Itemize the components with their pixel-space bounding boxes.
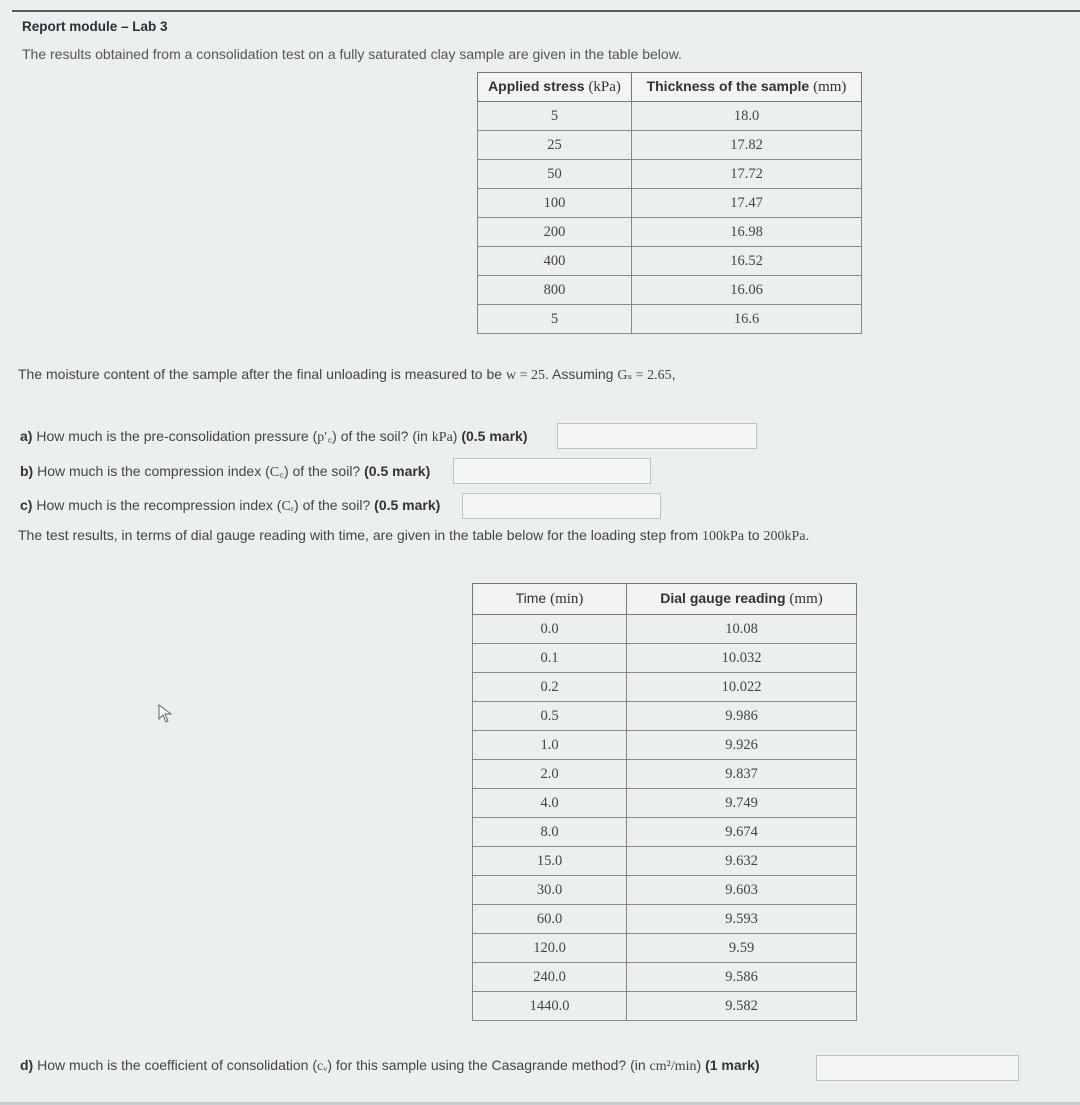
gauge-row: [473, 673, 857, 702]
question-d: d) How much is the coefficient of consolidation (cᵥ) for this sample using the Casagrande method? (in cm²/min) (1 mark): [20, 1057, 760, 1074]
table-cell: 800: [478, 276, 632, 305]
table-cell: 9.603: [627, 876, 857, 905]
table-cell: 8.0: [473, 818, 627, 847]
stress-row: [478, 131, 862, 160]
table-cell: 400: [478, 247, 632, 276]
question-c: c) How much is the recompression index (Cᵣ) of the soil? (0.5 mark): [20, 497, 441, 514]
stress-row: [478, 276, 862, 305]
table-cell: 9.926: [627, 731, 857, 760]
table-cell: 30.0: [473, 876, 627, 905]
table-cell: 25: [478, 131, 632, 160]
header-dial-gauge: Dial gauge reading (mm): [627, 584, 857, 615]
table-cell: 10.022: [627, 673, 857, 702]
gauge-row: [473, 760, 857, 789]
table-cell: 60.0: [473, 905, 627, 934]
gauge-row: [473, 731, 857, 760]
gauge-row: [473, 963, 857, 992]
question-a: a) How much is the pre-consolidation pressure (p′꜀) of the soil? (in kPa) (0.5 mark): [20, 428, 528, 445]
table-cell: 2.0: [473, 760, 627, 789]
table-cell: 0.1: [473, 644, 627, 673]
dial-gauge-table: [472, 583, 857, 1021]
header-applied-stress: Applied stress (kPa): [478, 73, 632, 102]
stress-row: [478, 160, 862, 189]
answer-c-input[interactable]: [462, 493, 661, 519]
table-cell: 9.632: [627, 847, 857, 876]
table-cell: 200: [478, 218, 632, 247]
question-b: b) How much is the compression index (C꜀) of the soil? (0.5 mark): [20, 463, 431, 480]
table-cell: 16.06: [632, 276, 862, 305]
table-cell: 1440.0: [473, 992, 627, 1021]
page-title: Report module – Lab 3: [22, 19, 168, 34]
moisture-statement: The moisture content of the sample after the final unloading is measured to be w = 25. Assuming Gₛ = 2.65,: [18, 366, 676, 383]
table-cell: 0.2: [473, 673, 627, 702]
table-cell: 10.08: [627, 615, 857, 644]
table-cell: 5: [478, 305, 632, 334]
stress-thickness-table: [477, 72, 862, 334]
table-cell: 5: [478, 102, 632, 131]
header-thickness: Thickness of the sample (mm): [632, 73, 862, 102]
mouse-cursor-icon: [158, 704, 176, 724]
table-cell: 10.032: [627, 644, 857, 673]
table-cell: 9.749: [627, 789, 857, 818]
intro-text: The results obtained from a consolidation test on a fully saturated clay sample are given in the table below.: [22, 46, 682, 62]
gauge-row: [473, 644, 857, 673]
gauge-row: [473, 615, 857, 644]
gauge-row: [473, 818, 857, 847]
table-cell: 15.0: [473, 847, 627, 876]
table-cell: 9.837: [627, 760, 857, 789]
table-cell: 1.0: [473, 731, 627, 760]
table-cell: 100: [478, 189, 632, 218]
table-cell: 0.0: [473, 615, 627, 644]
top-divider: [12, 10, 1080, 12]
stress-row: [478, 247, 862, 276]
gauge-row: [473, 992, 857, 1021]
table-cell: 9.986: [627, 702, 857, 731]
table-cell: 0.5: [473, 702, 627, 731]
gauge-row: [473, 789, 857, 818]
stress-row: [478, 218, 862, 247]
table-cell: 120.0: [473, 934, 627, 963]
table-cell: 240.0: [473, 963, 627, 992]
table-cell: 9.586: [627, 963, 857, 992]
stress-row: [478, 305, 862, 334]
table-cell: 16.52: [632, 247, 862, 276]
table-cell: 17.47: [632, 189, 862, 218]
table-cell: 4.0: [473, 789, 627, 818]
table-cell: 9.582: [627, 992, 857, 1021]
gauge-row: [473, 702, 857, 731]
gauge-row: [473, 934, 857, 963]
table-cell: 16.98: [632, 218, 862, 247]
table-cell: 9.674: [627, 818, 857, 847]
table-cell: 17.82: [632, 131, 862, 160]
table-cell: 18.0: [632, 102, 862, 131]
stress-row: [478, 102, 862, 131]
gauge-row: [473, 847, 857, 876]
answer-a-input[interactable]: [557, 423, 757, 449]
table-cell: 16.6: [632, 305, 862, 334]
answer-d-input[interactable]: [816, 1055, 1019, 1081]
table-cell: 9.59: [627, 934, 857, 963]
header-time: Time (min): [473, 584, 627, 615]
test-results-statement: The test results, in terms of dial gauge reading with time, are given in the table below for the loading step from 100kPa to 200kPa.: [18, 527, 810, 544]
answer-b-input[interactable]: [453, 458, 651, 484]
gauge-row: [473, 876, 857, 905]
gauge-row: [473, 905, 857, 934]
stress-row: [478, 189, 862, 218]
table-cell: 17.72: [632, 160, 862, 189]
table-cell: 9.593: [627, 905, 857, 934]
table-cell: 50: [478, 160, 632, 189]
